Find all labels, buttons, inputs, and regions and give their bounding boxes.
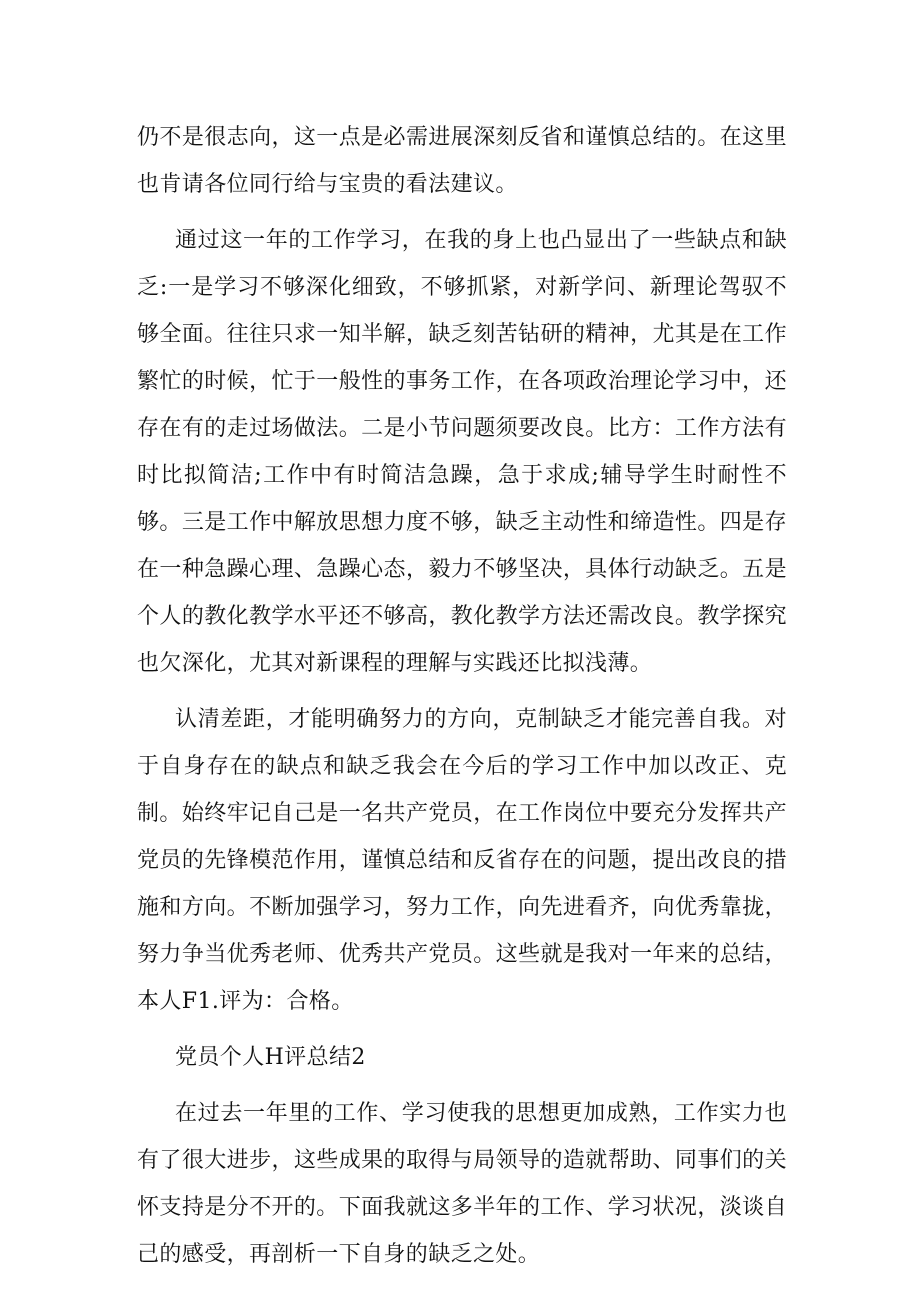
section-heading: 党员个人H评总结2 <box>175 1045 366 1070</box>
document-body <box>137 114 787 1278</box>
paragraph-continuation: 仍不是很志向，这一点是必需进展深刻反省和谨慎总结的。在这里也肯请各位同行给与宝贵的看法建议。 <box>137 125 787 197</box>
paragraph-improvement: 认清差距，才能明确努力的方向，克制缺乏才能完善自我。对于自身存在的缺点和缺乏我会在今后的学习工作中加以改正、克制。始终牢记自己是一名共产党员，在工作岗位中要充分发挥共产党员的先锋模范作用，谨慎总结和反省存在的问题，提出改良的措施和方向。不断加强学习，努力工作，向先进看齐，向优秀靠拢，努力争当优秀老师、优秀共产党员。这些就是我对一年来的总结，本人F1.评为：合格。 <box>137 707 787 1014</box>
paragraph-intro-2: 在过去一年里的工作、学习使我的思想更加成熟，工作实力也有了很大进步，这些成果的取得与局领导的造就帮助、同事们的关怀支持是分不开的。下面我就这多半年的工作、学习状况，淡谈自己的感受，再剖析一下自身的缺乏之处。 <box>137 1101 787 1267</box>
paragraph-shortcomings: 通过这一年的工作学习，在我的身上也凸显出了一些缺点和缺乏:一是学习不够深化细致，不够抓紧，对新学问、新理论驾驭不够全面。往往只求一知半解，缺乏刻苦钻研的精神，尤其是在工作繁忙的时候，忙于一般性的事务工作，在各项政治理论学习中，还存在有的走过场做法。二是小节问题须要改良。比方：工作方法有时比拟简洁;工作中有时简洁急躁，急于求成;辅导学生时耐性不够。三是工作中解放思想力度不够，缺乏主动性和缔造性。四是存在一种急躁心理、急躁心态，毅力不够坚决，具体行动缺乏。五是个人的教化教学水平还不够高，教化教学方法还需改良。教学探究也欠深化，尤其对新课程的理解与实践还比拟浅薄。 <box>137 228 787 676</box>
